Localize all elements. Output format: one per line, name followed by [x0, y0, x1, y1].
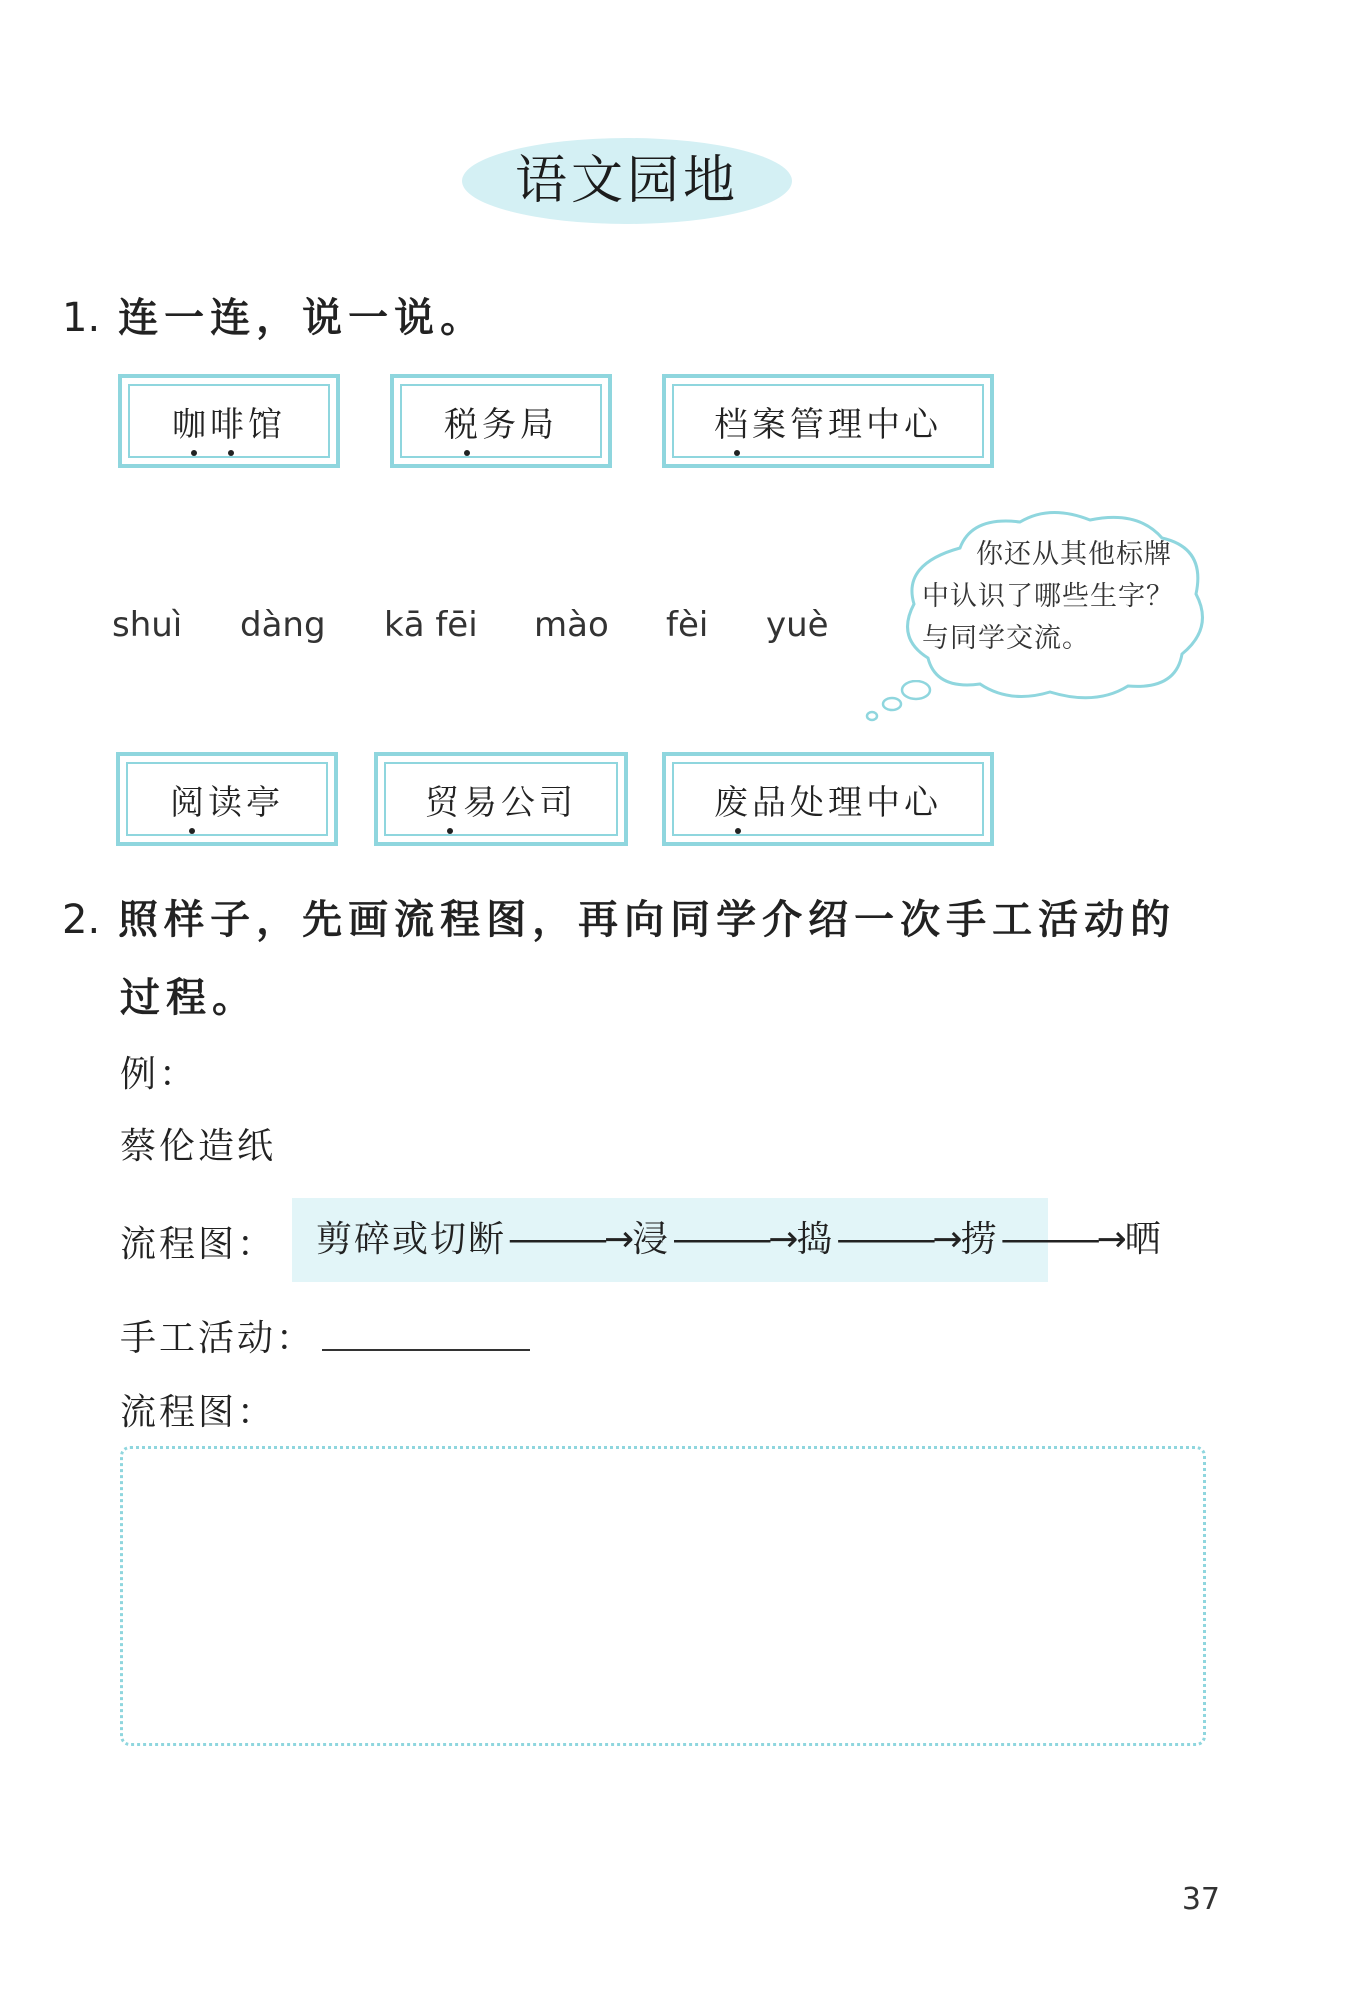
activity-label: 手工活动： — [120, 1318, 316, 1359]
thought-bubble-trail — [856, 680, 936, 730]
emphasis-dot — [228, 450, 234, 456]
sign-archive-center-label: 档案管理中心 — [672, 384, 984, 458]
flowchart-example — [316, 1198, 1163, 1282]
sign-trade-company — [374, 752, 628, 846]
example-label: 例： — [120, 1054, 199, 1095]
emphasis-dot — [735, 828, 741, 834]
question-2-number: 2. — [62, 897, 101, 943]
arrow-icon: ———→ — [836, 1219, 959, 1260]
arrow-icon: ———→ — [672, 1219, 795, 1260]
question-1-number: 1. — [62, 295, 101, 341]
sign-recycling-center-label: 废品处理中心 — [672, 762, 984, 836]
question-1 — [62, 286, 486, 343]
question-2-prompt-line1: 照样子，先画流程图，再向同学介绍一次手工活动的 — [118, 896, 1177, 943]
emphasis-dot — [464, 450, 470, 456]
flow-label-2: 流程图： — [120, 1392, 277, 1433]
question-1-prompt: 连一连，说一说。 — [118, 294, 487, 341]
sign-reading-kiosk-label: 阅读亭 — [126, 762, 328, 836]
pinyin-dang: dàng — [240, 605, 326, 645]
flow-step: 捣 — [796, 1219, 835, 1260]
arrow-icon: ———→ — [508, 1219, 631, 1260]
question-2 — [62, 888, 1176, 945]
arrow-icon: ———→ — [1000, 1219, 1123, 1260]
emphasis-dot — [189, 828, 195, 834]
flow-step: 剪碎或切断 — [316, 1219, 507, 1260]
flow-step: 浸 — [632, 1219, 671, 1260]
emphasis-dot — [734, 450, 740, 456]
sign-recycling-center — [662, 752, 994, 846]
activity-answer-blank[interactable] — [322, 1349, 530, 1351]
flow-step: 晒 — [1124, 1219, 1163, 1260]
sign-reading-kiosk — [116, 752, 338, 846]
pinyin-yue: yuè — [766, 605, 829, 645]
sign-cafe — [118, 374, 340, 468]
thought-bubble-text: 你还从其他标牌中认识了哪些生字？与同学交流。 — [922, 539, 1174, 654]
flow-step: 捞 — [960, 1219, 999, 1260]
pinyin-kafei: kā fēi — [384, 605, 478, 645]
sign-archive-center — [662, 374, 994, 468]
sign-cafe-label: 咖啡馆 — [128, 384, 330, 458]
flowchart-drawing-area[interactable] — [120, 1446, 1206, 1746]
sign-tax-bureau-label: 税务局 — [400, 384, 602, 458]
emphasis-dot — [447, 828, 453, 834]
emphasis-dot — [191, 450, 197, 456]
sign-tax-bureau — [390, 374, 612, 468]
page-number: 37 — [1181, 1882, 1220, 1917]
example-title: 蔡伦造纸 — [120, 1126, 277, 1167]
pinyin-fei: fèi — [666, 605, 709, 645]
page-title: 语文园地 — [514, 151, 739, 211]
sign-trade-company-label: 贸易公司 — [384, 762, 618, 836]
pinyin-shui: shuì — [112, 605, 183, 645]
pinyin-mao: mào — [534, 605, 609, 645]
flow-label: 流程图： — [120, 1224, 277, 1265]
question-2-prompt-line2: 过程。 — [120, 974, 258, 1021]
